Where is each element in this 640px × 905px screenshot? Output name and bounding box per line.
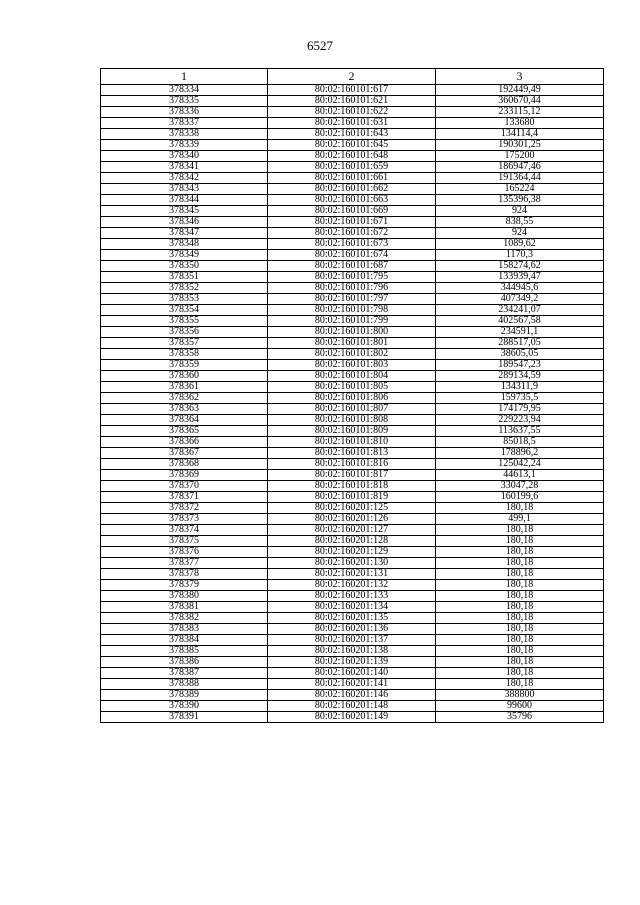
row-number-cell: 378340	[101, 151, 268, 162]
row-number-cell: 378364	[101, 415, 268, 426]
cadastral-number-cell: 80:02:160101:819	[268, 492, 436, 503]
cadastral-number-cell: 80:02:160201:129	[268, 547, 436, 558]
cadastral-number-cell: 80:02:160101:617	[268, 85, 436, 96]
table-row	[101, 228, 604, 239]
row-number-cell: 378339	[101, 140, 268, 151]
value-cell: 229223,94	[436, 415, 604, 426]
table-row	[101, 624, 604, 635]
table-row	[101, 569, 604, 580]
row-number-cell: 378384	[101, 635, 268, 646]
table-row	[101, 679, 604, 690]
value-cell: 160199,6	[436, 492, 604, 503]
row-number-cell: 378367	[101, 448, 268, 459]
row-number-cell: 378353	[101, 294, 268, 305]
table-row	[101, 701, 604, 712]
table-row	[101, 602, 604, 613]
page-number: 6527	[307, 38, 333, 53]
cadastral-number-cell: 80:02:160101:796	[268, 283, 436, 294]
cadastral-number-cell: 80:02:160201:136	[268, 624, 436, 635]
row-number-cell: 378386	[101, 657, 268, 668]
cadastral-number-cell: 80:02:160101:671	[268, 217, 436, 228]
column-header-3: 3	[436, 69, 604, 85]
row-number-cell: 378338	[101, 129, 268, 140]
cadastral-number-cell: 80:02:160101:669	[268, 206, 436, 217]
table-row	[101, 140, 604, 151]
table-row	[101, 404, 604, 415]
row-number-cell: 378379	[101, 580, 268, 591]
cadastral-number-cell: 80:02:160101:621	[268, 96, 436, 107]
value-cell: 113637,55	[436, 426, 604, 437]
row-number-cell: 378345	[101, 206, 268, 217]
value-cell: 180,18	[436, 635, 604, 646]
value-cell: 180,18	[436, 547, 604, 558]
table-row	[101, 415, 604, 426]
row-number-cell: 378378	[101, 569, 268, 580]
table-row	[101, 536, 604, 547]
value-cell: 180,18	[436, 679, 604, 690]
value-cell: 180,18	[436, 558, 604, 569]
cadastral-number-cell: 80:02:160101:662	[268, 184, 436, 195]
table-row	[101, 525, 604, 536]
row-number-cell: 378350	[101, 261, 268, 272]
table-row	[101, 646, 604, 657]
value-cell: 180,18	[436, 657, 604, 668]
cadastral-number-cell: 80:02:160101:805	[268, 382, 436, 393]
cadastral-number-cell: 80:02:160101:643	[268, 129, 436, 140]
value-cell: 344945,6	[436, 283, 604, 294]
table-row	[101, 129, 604, 140]
value-cell: 158274,62	[436, 261, 604, 272]
cadastral-number-cell: 80:02:160201:146	[268, 690, 436, 701]
header-row	[101, 69, 604, 85]
table-row	[101, 85, 604, 96]
value-cell: 388800	[436, 690, 604, 701]
row-number-cell: 378372	[101, 503, 268, 514]
table-row	[101, 294, 604, 305]
cadastral-number-cell: 80:02:160201:130	[268, 558, 436, 569]
value-cell: 233115,12	[436, 107, 604, 118]
row-number-cell: 378346	[101, 217, 268, 228]
table-row	[101, 382, 604, 393]
value-cell: 174179,95	[436, 404, 604, 415]
row-number-cell: 378390	[101, 701, 268, 712]
value-cell: 288517,05	[436, 338, 604, 349]
row-number-cell: 378377	[101, 558, 268, 569]
row-number-cell: 378380	[101, 591, 268, 602]
value-cell: 133680	[436, 118, 604, 129]
row-number-cell: 378363	[101, 404, 268, 415]
cadastral-number-cell: 80:02:160101:659	[268, 162, 436, 173]
cadastral-number-cell: 80:02:160101:672	[268, 228, 436, 239]
table-row	[101, 349, 604, 360]
table-row	[101, 305, 604, 316]
value-cell: 180,18	[436, 569, 604, 580]
value-cell: 360670,44	[436, 96, 604, 107]
table-row	[101, 283, 604, 294]
value-cell: 180,18	[436, 602, 604, 613]
cadastral-number-cell: 80:02:160201:133	[268, 591, 436, 602]
value-cell: 180,18	[436, 613, 604, 624]
value-cell: 234241,07	[436, 305, 604, 316]
value-cell: 35796	[436, 712, 604, 723]
cadastral-number-cell: 80:02:160101:803	[268, 360, 436, 371]
table-row	[101, 162, 604, 173]
row-number-cell: 378343	[101, 184, 268, 195]
table-row	[101, 492, 604, 503]
value-cell: 191364,44	[436, 173, 604, 184]
cadastral-number-cell: 80:02:160101:622	[268, 107, 436, 118]
value-cell: 38605,05	[436, 349, 604, 360]
row-number-cell: 378366	[101, 437, 268, 448]
value-cell: 33047,28	[436, 481, 604, 492]
value-cell: 499,1	[436, 514, 604, 525]
row-number-cell: 378370	[101, 481, 268, 492]
value-cell: 165224	[436, 184, 604, 195]
table-row	[101, 118, 604, 129]
row-number-cell: 378373	[101, 514, 268, 525]
data-table	[100, 68, 604, 723]
value-cell: 180,18	[436, 525, 604, 536]
row-number-cell: 378368	[101, 459, 268, 470]
value-cell: 180,18	[436, 591, 604, 602]
table-row	[101, 437, 604, 448]
value-cell: 180,18	[436, 503, 604, 514]
cadastral-number-cell: 80:02:160201:135	[268, 613, 436, 624]
cadastral-number-cell: 80:02:160101:813	[268, 448, 436, 459]
cadastral-number-cell: 80:02:160101:802	[268, 349, 436, 360]
table-row	[101, 448, 604, 459]
row-number-cell: 378382	[101, 613, 268, 624]
row-number-cell: 378336	[101, 107, 268, 118]
row-number-cell: 378352	[101, 283, 268, 294]
value-cell: 180,18	[436, 580, 604, 591]
cadastral-number-cell: 80:02:160201:125	[268, 503, 436, 514]
table-row	[101, 360, 604, 371]
cadastral-number-cell: 80:02:160101:797	[268, 294, 436, 305]
cadastral-number-cell: 80:02:160101:806	[268, 393, 436, 404]
value-cell: 289134,59	[436, 371, 604, 382]
row-number-cell: 378342	[101, 173, 268, 184]
row-number-cell: 378358	[101, 349, 268, 360]
table-row	[101, 107, 604, 118]
value-cell: 838,55	[436, 217, 604, 228]
table-body	[101, 85, 604, 723]
cadastral-number-cell: 80:02:160201:132	[268, 580, 436, 591]
value-cell: 190301,25	[436, 140, 604, 151]
value-cell: 180,18	[436, 536, 604, 547]
cadastral-number-cell: 80:02:160101:687	[268, 261, 436, 272]
table-row	[101, 668, 604, 679]
cadastral-number-cell: 80:02:160101:673	[268, 239, 436, 250]
row-number-cell: 378374	[101, 525, 268, 536]
value-cell: 44613,1	[436, 470, 604, 481]
cadastral-number-cell: 80:02:160101:801	[268, 338, 436, 349]
value-cell: 402567,58	[436, 316, 604, 327]
row-number-cell: 378351	[101, 272, 268, 283]
cadastral-number-cell: 80:02:160201:128	[268, 536, 436, 547]
table-row	[101, 580, 604, 591]
row-number-cell: 378362	[101, 393, 268, 404]
cadastral-number-cell: 80:02:160101:810	[268, 437, 436, 448]
value-cell: 134311,9	[436, 382, 604, 393]
cadastral-number-cell: 80:02:160101:674	[268, 250, 436, 261]
table-row	[101, 503, 604, 514]
table-row	[101, 250, 604, 261]
table-row	[101, 371, 604, 382]
value-cell: 134114,4	[436, 129, 604, 140]
table-row	[101, 481, 604, 492]
value-cell: 407349,2	[436, 294, 604, 305]
cadastral-number-cell: 80:02:160201:140	[268, 668, 436, 679]
cadastral-number-cell: 80:02:160201:137	[268, 635, 436, 646]
row-number-cell: 378341	[101, 162, 268, 173]
table-row	[101, 514, 604, 525]
value-cell: 159735,5	[436, 393, 604, 404]
cadastral-number-cell: 80:02:160101:661	[268, 173, 436, 184]
value-cell: 180,18	[436, 624, 604, 635]
cadastral-number-cell: 80:02:160101:800	[268, 327, 436, 338]
table-row	[101, 558, 604, 569]
table-row	[101, 195, 604, 206]
value-cell: 180,18	[436, 646, 604, 657]
value-cell: 189547,23	[436, 360, 604, 371]
cadastral-number-cell: 80:02:160101:798	[268, 305, 436, 316]
table-row	[101, 547, 604, 558]
cadastral-number-cell: 80:02:160201:134	[268, 602, 436, 613]
row-number-cell: 378357	[101, 338, 268, 349]
value-cell: 99600	[436, 701, 604, 712]
value-cell: 186947,46	[436, 162, 604, 173]
column-header-2: 2	[268, 69, 436, 85]
row-number-cell: 378348	[101, 239, 268, 250]
cadastral-number-cell: 80:02:160101:809	[268, 426, 436, 437]
row-number-cell: 378356	[101, 327, 268, 338]
row-number-cell: 378349	[101, 250, 268, 261]
row-number-cell: 378369	[101, 470, 268, 481]
value-cell: 133939,47	[436, 272, 604, 283]
cadastral-number-cell: 80:02:160201:148	[268, 701, 436, 712]
column-header-1: 1	[101, 69, 268, 85]
table-row	[101, 635, 604, 646]
row-number-cell: 378387	[101, 668, 268, 679]
row-number-cell: 378375	[101, 536, 268, 547]
row-number-cell: 378383	[101, 624, 268, 635]
cadastral-number-cell: 80:02:160101:816	[268, 459, 436, 470]
table-row	[101, 591, 604, 602]
table-row	[101, 316, 604, 327]
table-row	[101, 184, 604, 195]
table-row	[101, 96, 604, 107]
table-row	[101, 272, 604, 283]
value-cell: 1089,62	[436, 239, 604, 250]
table-row	[101, 657, 604, 668]
row-number-cell: 378388	[101, 679, 268, 690]
row-number-cell: 378385	[101, 646, 268, 657]
cadastral-number-cell: 80:02:160101:648	[268, 151, 436, 162]
row-number-cell: 378361	[101, 382, 268, 393]
table-row	[101, 151, 604, 162]
cadastral-number-cell: 80:02:160101:807	[268, 404, 436, 415]
value-cell: 135396,38	[436, 195, 604, 206]
row-number-cell: 378381	[101, 602, 268, 613]
table-row	[101, 470, 604, 481]
cadastral-number-cell: 80:02:160201:141	[268, 679, 436, 690]
row-number-cell: 378376	[101, 547, 268, 558]
row-number-cell: 378391	[101, 712, 268, 723]
cadastral-number-cell: 80:02:160101:663	[268, 195, 436, 206]
row-number-cell: 378344	[101, 195, 268, 206]
cadastral-number-cell: 80:02:160101:817	[268, 470, 436, 481]
row-number-cell: 378354	[101, 305, 268, 316]
table-row	[101, 459, 604, 470]
table-row	[101, 393, 604, 404]
row-number-cell: 378365	[101, 426, 268, 437]
row-number-cell: 378334	[101, 85, 268, 96]
table-row	[101, 261, 604, 272]
row-number-cell: 378359	[101, 360, 268, 371]
table-row	[101, 613, 604, 624]
cadastral-number-cell: 80:02:160101:645	[268, 140, 436, 151]
value-cell: 178896,2	[436, 448, 604, 459]
table-row	[101, 206, 604, 217]
table-row	[101, 239, 604, 250]
table-row	[101, 712, 604, 723]
table-row	[101, 690, 604, 701]
table-row	[101, 327, 604, 338]
value-cell: 924	[436, 206, 604, 217]
cadastral-number-cell: 80:02:160201:139	[268, 657, 436, 668]
table-row	[101, 426, 604, 437]
cadastral-number-cell: 80:02:160101:804	[268, 371, 436, 382]
cadastral-number-cell: 80:02:160201:131	[268, 569, 436, 580]
row-number-cell: 378337	[101, 118, 268, 129]
cadastral-number-cell: 80:02:160101:818	[268, 481, 436, 492]
cadastral-number-cell: 80:02:160101:799	[268, 316, 436, 327]
cadastral-number-cell: 80:02:160201:138	[268, 646, 436, 657]
table-row	[101, 217, 604, 228]
row-number-cell: 378360	[101, 371, 268, 382]
table-row	[101, 338, 604, 349]
value-cell: 234591,1	[436, 327, 604, 338]
cadastral-number-cell: 80:02:160201:127	[268, 525, 436, 536]
value-cell: 924	[436, 228, 604, 239]
row-number-cell: 378335	[101, 96, 268, 107]
value-cell: 85018,5	[436, 437, 604, 448]
row-number-cell: 378389	[101, 690, 268, 701]
cadastral-number-cell: 80:02:160101:808	[268, 415, 436, 426]
cadastral-number-cell: 80:02:160201:126	[268, 514, 436, 525]
value-cell: 180,18	[436, 668, 604, 679]
row-number-cell: 378355	[101, 316, 268, 327]
table-header	[101, 69, 604, 85]
cadastral-number-cell: 80:02:160101:795	[268, 272, 436, 283]
row-number-cell: 378347	[101, 228, 268, 239]
value-cell: 1170,3	[436, 250, 604, 261]
table-row	[101, 173, 604, 184]
value-cell: 192449,49	[436, 85, 604, 96]
cadastral-number-cell: 80:02:160101:631	[268, 118, 436, 129]
row-number-cell: 378371	[101, 492, 268, 503]
value-cell: 125042,24	[436, 459, 604, 470]
cadastral-number-cell: 80:02:160201:149	[268, 712, 436, 723]
value-cell: 175200	[436, 151, 604, 162]
